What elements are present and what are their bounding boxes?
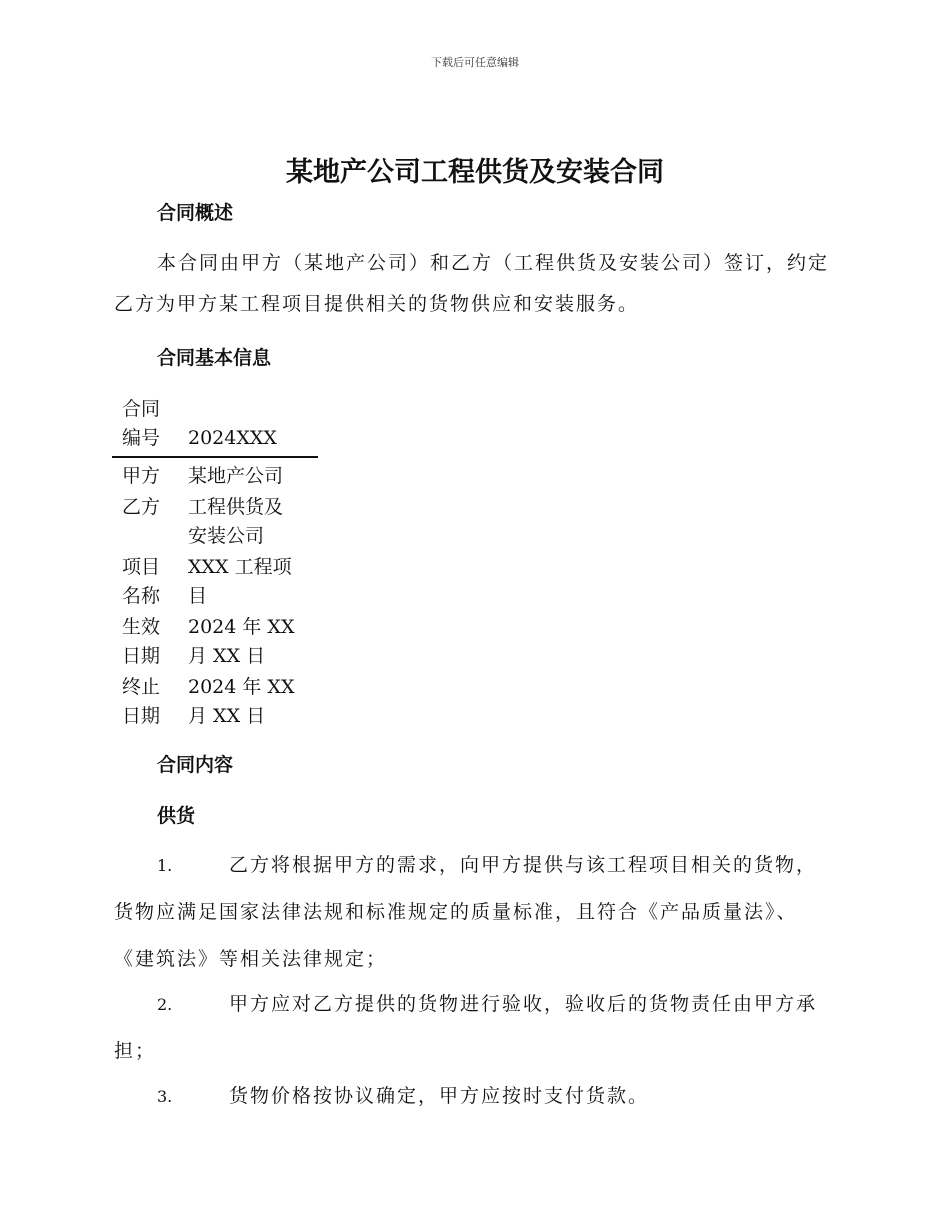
list-number: 3. bbox=[157, 1087, 173, 1106]
document-title: 某地产公司工程供货及安装合同 bbox=[286, 157, 664, 188]
info-value: 2024 年 XX 月 XX 日 bbox=[188, 676, 295, 727]
table-row bbox=[112, 395, 318, 457]
contract-info-table bbox=[112, 395, 318, 731]
info-key: 项目 名称 bbox=[122, 556, 161, 607]
list-item: 2. 甲方应对乙方提供的货物进行验收，验收后的货物责任由甲方承 担； bbox=[114, 981, 834, 1075]
info-key: 生效 日期 bbox=[122, 616, 161, 667]
info-value: XXX 工程项 目 bbox=[188, 556, 292, 607]
info-value: 2024 年 XX 月 XX 日 bbox=[188, 616, 295, 667]
supply-heading: 供货 bbox=[157, 805, 196, 827]
table-row bbox=[112, 611, 318, 671]
list-item: 1. 乙方将根据甲方的需求，向甲方提供与该工程项目相关的货物， 货物应满足国家法律法规和标准规定的质量标准，且符合《产品质量法》、 《建筑法》等相关法律规定； bbox=[114, 842, 834, 983]
info-key: 甲方 bbox=[122, 465, 161, 487]
table-row bbox=[112, 457, 318, 491]
info-value: 2024XXX bbox=[186, 395, 318, 457]
header-note: 下载后可任意编辑 bbox=[431, 56, 519, 69]
list-number: 2. bbox=[157, 995, 173, 1014]
list-number: 1. bbox=[157, 856, 173, 875]
table-row bbox=[112, 671, 318, 731]
info-value: 某地产公司 bbox=[188, 465, 284, 487]
overview-heading: 合同概述 bbox=[157, 202, 234, 224]
table-row bbox=[112, 491, 318, 551]
overview-paragraph: 本合同由甲方（某地产公司）和乙方（工程供货及安装公司）签订，约定乙方为甲方某工程项目提供相关的货物供应和安装服务。 bbox=[114, 252, 830, 315]
info-value: 工程供货及 安装公司 bbox=[188, 496, 284, 547]
table-row bbox=[112, 551, 318, 611]
basic-info-heading: 合同基本信息 bbox=[157, 347, 272, 369]
info-key: 乙方 bbox=[122, 496, 161, 518]
info-key: 终止 日期 bbox=[122, 676, 161, 727]
list-item: 3. 货物价格按协议确定，甲方应按时支付货款。 bbox=[114, 1073, 834, 1120]
content-heading: 合同内容 bbox=[157, 754, 234, 776]
info-key: 合同 编号 bbox=[112, 395, 186, 457]
